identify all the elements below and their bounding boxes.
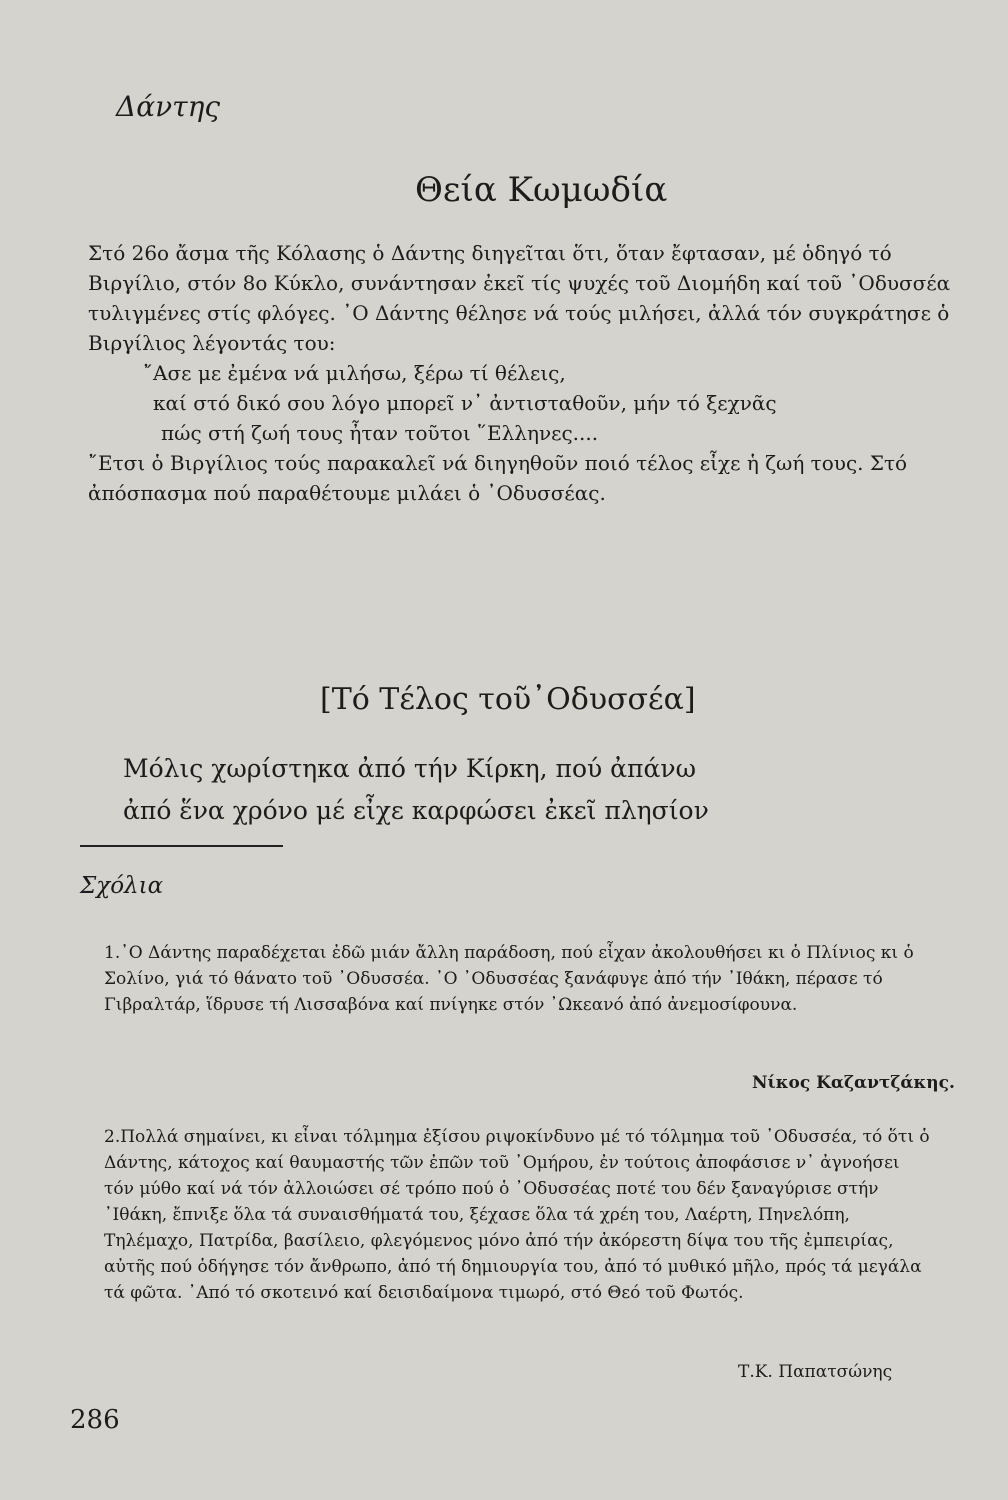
footnote-divider (80, 845, 283, 847)
notes-heading: Σχόλια (80, 873, 164, 899)
verse-line: καί στό δικό σου λόγο μπορεῖ ν᾿ ἀντισταθοῦν, μήν τό ξεχνᾶς (153, 391, 777, 415)
poem-line: Μόλις χωρίστηκα ἀπό τήν Κίρκη, πού ἀπάνω (123, 754, 696, 783)
section-title: [Τό Τέλος τοῦ᾿Οδυσσέα] (320, 682, 696, 717)
poem-excerpt (123, 748, 709, 832)
footnote-1-signature: Νίκος Καζαντζάκης. (752, 1073, 955, 1093)
author-heading: Δάντης (116, 90, 221, 123)
footnote-2: 2.Πολλά σημαίνει, κι εἶναι τόλμημα ἐξίσου ριψοκίνδυνο μέ τό τόλμημα τοῦ ᾿Οδυσσέα, τό ὅτι ὁ Δάντης, κάτοχος καί θαυμαστής τῶν ἐπῶν τοῦ ᾿Ομήρου, ἐν τούτοις ἀποφάσισε ν᾿ ἀγνοήσει τόν μύθο καί νά τόν ἀλλοιώσει σέ τρόπο πού ὁ ᾿Οδυσσέας ποτέ του δέν ξαναγύρισε στήν ᾿Ιθάκη, ἔπνιξε ὅλα τά συναισθήματά του, ξέχασε ὅλα τά χρέη του, Λαέρτη, Πηνελόπη, Τηλέμαχο, Πατρίδα, βασίλειο, φλεγόμενος μόνο ἀπό τήν ἀκόρεστη δίψα του τῆς ἐμπειρίας, αὐτῆς πού ὁδήγησε τόν ἄνθρωπο, ἀπό τή δημιουργία του, ἀπό τό μυθικό μῆλο, πρός τά μεγάλα τά φῶτα. ᾿Από τό σκοτεινό καί δεισιδαίμονα τιμωρό, στό Θεό τοῦ Φωτός. (104, 1127, 930, 1303)
footnote-1: 1.᾿Ο Δάντης παραδέχεται ἐδῶ μιάν ἄλλη παράδοση, πού εἶχαν ἀκολουθήσει κι ὁ Πλίνιος κι ὁ Σολίνο, γιά τό θάνατο τοῦ ᾿Οδυσσέα. ᾿Ο ᾿Οδυσσέας ξανάφυγε ἀπό τήν ᾿Ιθάκη, πέρασε τό Γιβραλτάρ, ἵδρυσε τή Λισσαβόνα καί πνίγηκε στόν ᾿Ωκεανό ἀπό ἀνεμοσίφουνα. (104, 943, 914, 1015)
verse-line: πώς στή ζωή τους ἦταν τοῦτοι ῞Ελληνες.... (161, 421, 599, 445)
quoted-verse (88, 358, 960, 448)
page-number: 286 (70, 1405, 120, 1435)
intro-paragraph: Στό 26ο ἄσμα τῆς Κόλασης ὁ Δάντης διηγεῖται ὅτι, ὅταν ἔφτασαν, μέ ὁδηγό τό Βιργίλιο, στόν 8ο Κύκλο, συνάντησαν ἐκεῖ τίς ψυχές τοῦ Διομήδη καί τοῦ ᾿Οδυσσέα τυλιγμένες στίς φλόγες. ᾿Ο Δάντης θέλησε νά τούς μιλήσει, ἀλλά τόν συγκράτησε ὁ Βιργίλιος λέγοντάς του: (88, 241, 951, 355)
intro-paragraph: ῎Ετσι ὁ Βιργίλιος τούς παρακαλεῖ νά διηγηθοῦν ποιό τέλος εἶχε ἡ ζωή τους. Στό ἀπόσπασμα πού παραθέτουμε μιλάει ὁ ᾿Οδυσσέας. (88, 451, 908, 505)
work-title: Θεία Κωμωδία (415, 170, 668, 210)
footnote-2-signature: Τ.Κ. Παπατσώνης (738, 1362, 893, 1382)
verse-line: ῎Ασε με ἐμένα νά μιλήσω, ξέρω τί θέλεις, (143, 361, 566, 385)
intro-text (88, 238, 960, 508)
poem-line: ἀπό ἕνα χρόνο μέ εἶχε καρφώσει ἐκεῖ πλησίον (123, 796, 709, 825)
